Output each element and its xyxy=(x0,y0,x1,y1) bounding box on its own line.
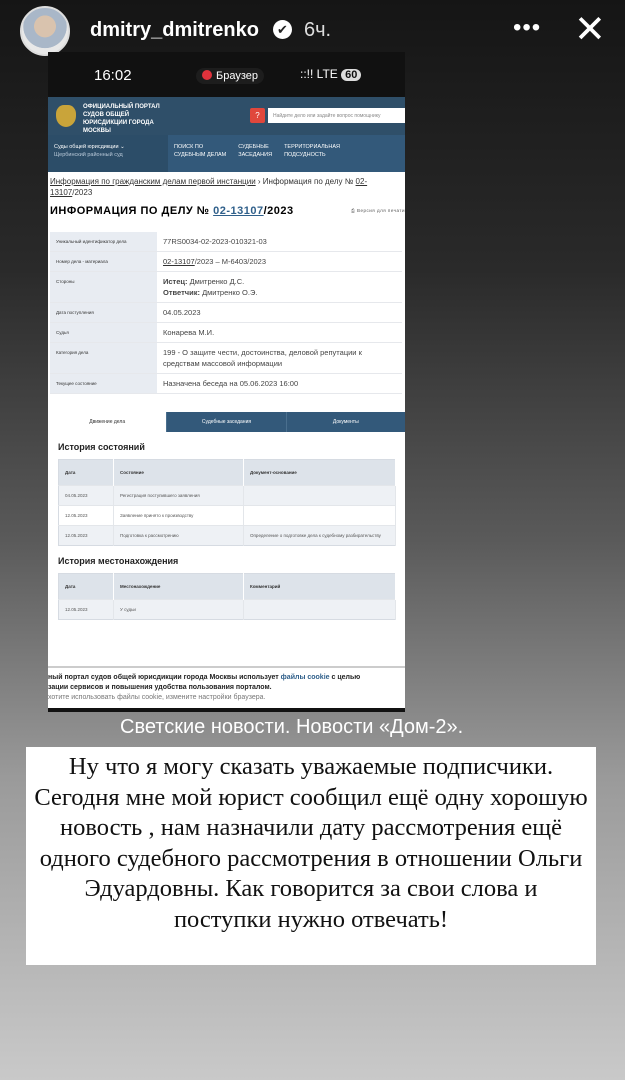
nav-case-search[interactable] xyxy=(168,135,232,172)
cell: 12.05.2023 xyxy=(59,506,114,526)
cell xyxy=(244,506,396,526)
cell: 12.05.2023 xyxy=(59,526,114,546)
breadcrumb-separator: › xyxy=(255,177,263,186)
row-key: Дата поступления xyxy=(50,303,157,323)
tab-hearings[interactable]: Судебные заседания xyxy=(166,412,285,432)
location-title: История местонахождения xyxy=(58,556,179,566)
table-row xyxy=(59,486,396,506)
nav-hearings[interactable] xyxy=(232,135,278,172)
defendant-label: Ответчик: xyxy=(163,288,200,297)
table-row xyxy=(59,506,396,526)
breadcrumb xyxy=(48,172,405,202)
history-title: История состояний xyxy=(58,442,145,452)
location-table xyxy=(58,573,396,620)
nav-label: ТЕРРИТОРИАЛЬНАЯ xyxy=(284,144,341,150)
cookie-banner xyxy=(48,666,405,712)
cell: Определение о подготовке дела к судебному разбирательству xyxy=(244,526,396,546)
row-key: Стороны xyxy=(50,272,157,303)
defendant: Дмитренко О.Э. xyxy=(199,288,258,297)
verified-badge-icon: ✔ xyxy=(273,20,292,39)
plaintiff: Дмитренко Д.С. xyxy=(187,277,245,286)
column-header: Комментарий xyxy=(244,574,396,600)
cell: Заявление принято к производству xyxy=(114,506,244,526)
help-button[interactable]: ? xyxy=(250,108,265,123)
table-row xyxy=(50,323,402,343)
history-table xyxy=(58,459,396,546)
title-suffix: /2023 xyxy=(263,205,294,217)
story-time: 6ч. xyxy=(304,19,332,41)
column-header: Состояние xyxy=(114,460,244,486)
cookie-link[interactable]: файлы cookie xyxy=(280,674,330,681)
browser-name: Браузер xyxy=(216,70,258,82)
row-key: Текущее состояние xyxy=(50,374,157,394)
column-header: Дата xyxy=(59,460,114,486)
close-button[interactable]: ✕ xyxy=(574,9,606,51)
nav-jurisdiction[interactable] xyxy=(278,135,346,172)
table-row xyxy=(50,374,402,394)
column-header: Местонахождение xyxy=(114,574,244,600)
tab-case-movement[interactable]: Движение дела xyxy=(48,412,166,432)
cell: 04.05.2023 xyxy=(59,486,114,506)
row-value: Конарева М.И. xyxy=(157,323,402,343)
yandex-icon xyxy=(202,70,212,80)
case-tabs xyxy=(48,412,405,432)
plaintiff-label: Истец: xyxy=(163,277,188,286)
breadcrumb-link[interactable]: Информация по гражданским делам первой инстанции xyxy=(50,177,256,186)
nav-court-select[interactable] xyxy=(48,135,168,172)
nav-label: ПОДСУДНОСТЬ xyxy=(284,152,326,158)
cell xyxy=(244,600,396,620)
cell xyxy=(244,486,396,506)
tab-documents[interactable]: Документы xyxy=(286,412,405,432)
breadcrumb-case-link[interactable]: 02-13107 xyxy=(50,177,368,197)
signal-text: ::!! LTE xyxy=(300,67,338,81)
username[interactable]: dmitry_dmitrenko xyxy=(90,19,259,41)
cell: Подготовка к рассмотрению xyxy=(114,526,244,546)
cell: Регистрация поступившего заявления xyxy=(114,486,244,506)
row-value: 77RS0034-02-2023-010321-03 xyxy=(157,232,402,252)
table-header xyxy=(59,574,396,600)
portal-header xyxy=(48,97,405,135)
cookie-text: зации сервисов и повышения удобства пользования порталом. xyxy=(48,684,272,691)
cookie-text: хотите использовать файлы cookie, измените настройки браузера. xyxy=(48,694,266,701)
avatar[interactable] xyxy=(20,6,70,56)
search-input[interactable]: Найдите дело или задайте вопрос помощнику xyxy=(268,108,405,123)
column-header: Дата xyxy=(59,574,114,600)
portal-title: ОФИЦИАЛЬНЫЙ ПОРТАЛ СУДОВ ОБЩЕЙ ЮРИСДИКЦИИ ГОРОДА МОСКВЫ xyxy=(83,104,160,134)
nav-label: СУДЕБНЫЕ xyxy=(238,144,269,150)
cookie-text: ный портал судов общей юрисдикции города Москвы использует xyxy=(48,674,281,681)
story-caption: Светские новости. Новости «Дом-2». xyxy=(120,716,464,738)
table-row xyxy=(50,303,402,323)
court-screenshot xyxy=(48,52,405,712)
row-value: 04.05.2023 xyxy=(157,303,402,323)
table-row xyxy=(50,343,402,374)
breadcrumb-suffix: /2023 xyxy=(72,188,93,197)
row-value xyxy=(157,272,402,303)
row-value: Назначена беседа на 05.06.2023 16:00 xyxy=(157,374,402,394)
row-key: Уникальный идентификатор дела xyxy=(50,232,157,252)
page-title xyxy=(48,202,405,220)
case-info-table xyxy=(50,232,402,394)
nav-label: ЗАСЕДАНИЯ xyxy=(238,152,273,158)
story-header xyxy=(0,0,625,60)
table-row xyxy=(50,272,402,303)
cookie-text: с целью xyxy=(329,674,361,681)
case-number-link[interactable]: 02-13107 xyxy=(163,257,195,266)
cell: У судьи xyxy=(114,600,244,620)
column-header: Документ-основание xyxy=(244,460,396,486)
nav-sublabel: Щербинский районный суд xyxy=(54,152,123,158)
story-message: Ну что я могу сказать уважаемые подписчики. Сегодня мне мой юрист сообщил ещё одну хорошую новость , нам назначили дату рассмотрения ещё одного судебного рассмотрения в отношении Ольги Эдуардовны. Как говорится за свои слова и поступки нужно отвечать! xyxy=(26,747,596,965)
nav-label: Суды общей юрисдикции ⌄ xyxy=(54,144,125,150)
table-row xyxy=(50,232,402,252)
row-key: Судья xyxy=(50,323,157,343)
nav-label: ПОИСК ПО xyxy=(174,144,204,150)
table-row xyxy=(50,252,402,272)
table-row xyxy=(59,526,396,546)
row-key: Категория дела xyxy=(50,343,157,374)
portal-nav xyxy=(48,135,405,172)
coat-of-arms-icon xyxy=(56,105,76,127)
print-version-link[interactable]: ⎙ Версия для печати xyxy=(351,208,405,213)
row-key: Номер дела - материала xyxy=(50,252,157,272)
battery-icon: 60 xyxy=(341,69,361,81)
title-prefix: ИНФОРМАЦИЯ ПО ДЕЛУ № xyxy=(50,205,214,217)
browser-label xyxy=(196,68,264,84)
cell: 12.05.2023 xyxy=(59,600,114,620)
more-options-button[interactable]: ••• xyxy=(513,14,542,41)
row-value xyxy=(157,252,402,272)
status-clock: 16:02 xyxy=(94,67,132,84)
table-header xyxy=(59,460,396,486)
table-row xyxy=(59,600,396,620)
phone-status-bar xyxy=(48,52,405,97)
title-case-link[interactable]: 02-13107 xyxy=(213,205,264,217)
row-value: 199 - О защите чести, достоинства, деловой репутации к средствам массовой информации xyxy=(157,343,402,374)
signal-indicator xyxy=(300,67,361,81)
nav-label: СУДЕБНЫМ ДЕЛАМ xyxy=(174,152,227,158)
case-number-rest: /2023 – М-6403/2023 xyxy=(194,257,267,266)
breadcrumb-current: Информация по делу № xyxy=(262,177,356,186)
